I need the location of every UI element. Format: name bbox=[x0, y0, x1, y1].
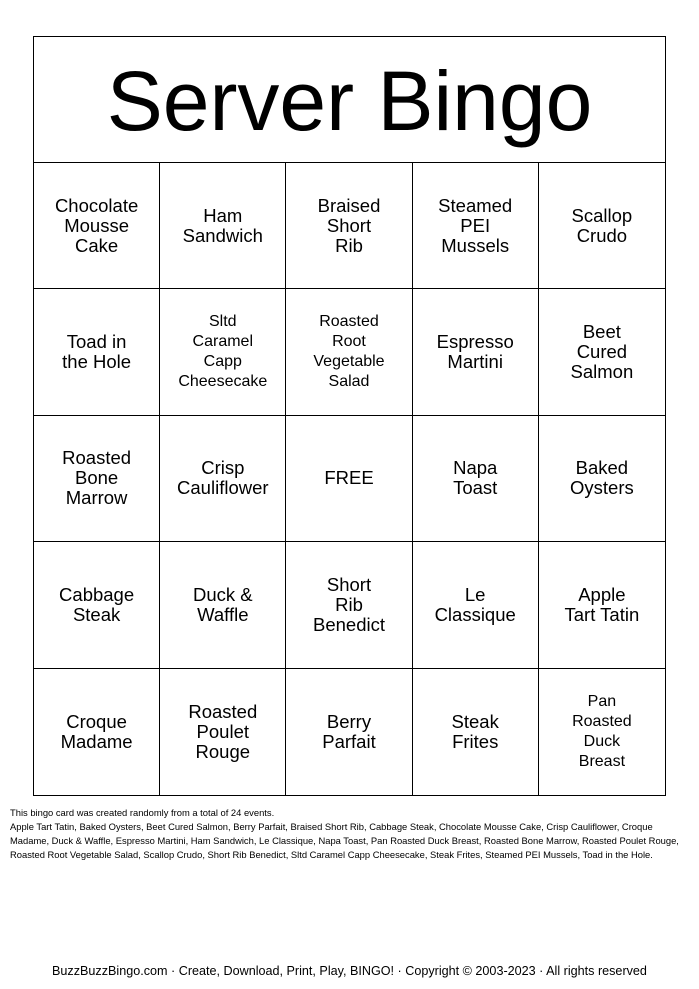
bingo-cell bbox=[413, 542, 539, 668]
info-event-list: Apple Tart Tatin, Baked Oysters, Beet Cured Salmon, Berry Parfait, Braised Short Rib, Cabbage Steak, Chocolate Mousse Cake, Crisp Cauliflower, Croque Madame, Duck & Waffle, Espresso Martini, Ham Sandwich, Le Classique, Napa Toast, Pan Roasted Duck Breast, Roasted Bone Marrow, Roasted Poulet Rouge, Roasted Root Vegetable Salad, Scallop Crudo, Short Rib Benedict, Sltd Caramel Capp Cheesecake, Steak Frites, Steamed PEI Mussels, Toad in the Hole. bbox=[10, 821, 679, 860]
bingo-cell bbox=[539, 289, 665, 415]
bingo-cell-label: Roasted Poulet Rouge bbox=[188, 700, 258, 762]
bingo-cell bbox=[160, 163, 286, 289]
bingo-cell bbox=[34, 542, 160, 668]
bingo-cell-label: Scallop Crudo bbox=[571, 204, 633, 246]
bingo-cell bbox=[34, 669, 160, 795]
card-title: Server Bingo bbox=[106, 53, 593, 148]
bingo-cell-label: Baked Oysters bbox=[570, 457, 634, 499]
bingo-cell bbox=[286, 289, 412, 415]
bingo-cell bbox=[34, 163, 160, 289]
info-summary: This bingo card was created randomly from a total of 24 events. bbox=[10, 807, 275, 818]
bingo-cell-label: Duck & Waffle bbox=[192, 583, 253, 625]
bingo-cell-label: Crisp Cauliflower bbox=[177, 457, 269, 499]
bingo-cell-label: Roasted Bone Marrow bbox=[62, 447, 132, 509]
bingo-cell bbox=[286, 163, 412, 289]
bingo-cell bbox=[413, 163, 539, 289]
bingo-cell bbox=[539, 542, 665, 668]
bingo-cell-label: Pan Roasted Duck Breast bbox=[572, 692, 632, 770]
bingo-cell-label: Beet Cured Salmon bbox=[570, 321, 634, 383]
bingo-cell-label: Espresso Martini bbox=[436, 331, 514, 373]
bingo-cell-free bbox=[286, 416, 412, 542]
bingo-cell bbox=[160, 542, 286, 668]
bingo-cell bbox=[413, 669, 539, 795]
title-row bbox=[34, 37, 665, 163]
bingo-cell-label: Napa Toast bbox=[453, 457, 498, 499]
bingo-cell bbox=[286, 669, 412, 795]
bingo-cell-label: Ham Sandwich bbox=[182, 204, 263, 246]
bingo-cell-label: Steamed PEI Mussels bbox=[438, 194, 513, 256]
bingo-cell bbox=[539, 416, 665, 542]
bingo-cell bbox=[539, 669, 665, 795]
bingo-cell bbox=[160, 289, 286, 415]
bingo-cell-label: Roasted Root Vegetable Salad bbox=[313, 313, 385, 391]
bingo-cell-label: FREE bbox=[324, 467, 374, 489]
bingo-cell bbox=[160, 669, 286, 795]
bingo-grid bbox=[34, 163, 665, 795]
bingo-cell-label: Le Classique bbox=[434, 583, 516, 625]
bingo-cell bbox=[413, 416, 539, 542]
bingo-cell-label: Chocolate Mousse Cake bbox=[54, 194, 139, 256]
bingo-cell-label: Short Rib Benedict bbox=[312, 573, 385, 635]
footer-copyright: BuzzBuzzBingo.com · Create, Download, Print, Play, BINGO! · Copyright © 2003-2023 · All rights reserved bbox=[52, 964, 647, 978]
bingo-cell-label: Toad in the Hole bbox=[62, 331, 132, 373]
bingo-cell bbox=[34, 289, 160, 415]
bingo-cell bbox=[539, 163, 665, 289]
bingo-card bbox=[33, 36, 666, 796]
card-info bbox=[10, 806, 690, 862]
bingo-cell-label: Cabbage Steak bbox=[59, 583, 135, 625]
bingo-cell bbox=[413, 289, 539, 415]
bingo-cell-label: Sltd Caramel Capp Cheesecake bbox=[178, 313, 268, 391]
bingo-cell-label: Braised Short Rib bbox=[317, 194, 381, 256]
bingo-cell bbox=[160, 416, 286, 542]
bingo-cell bbox=[34, 416, 160, 542]
bingo-cell-label: Apple Tart Tatin bbox=[564, 583, 640, 625]
bingo-cell-label: Croque Madame bbox=[60, 710, 133, 752]
bingo-cell-label: Berry Parfait bbox=[322, 710, 376, 752]
bingo-cell-label: Steak Frites bbox=[451, 710, 499, 752]
bingo-cell bbox=[286, 542, 412, 668]
